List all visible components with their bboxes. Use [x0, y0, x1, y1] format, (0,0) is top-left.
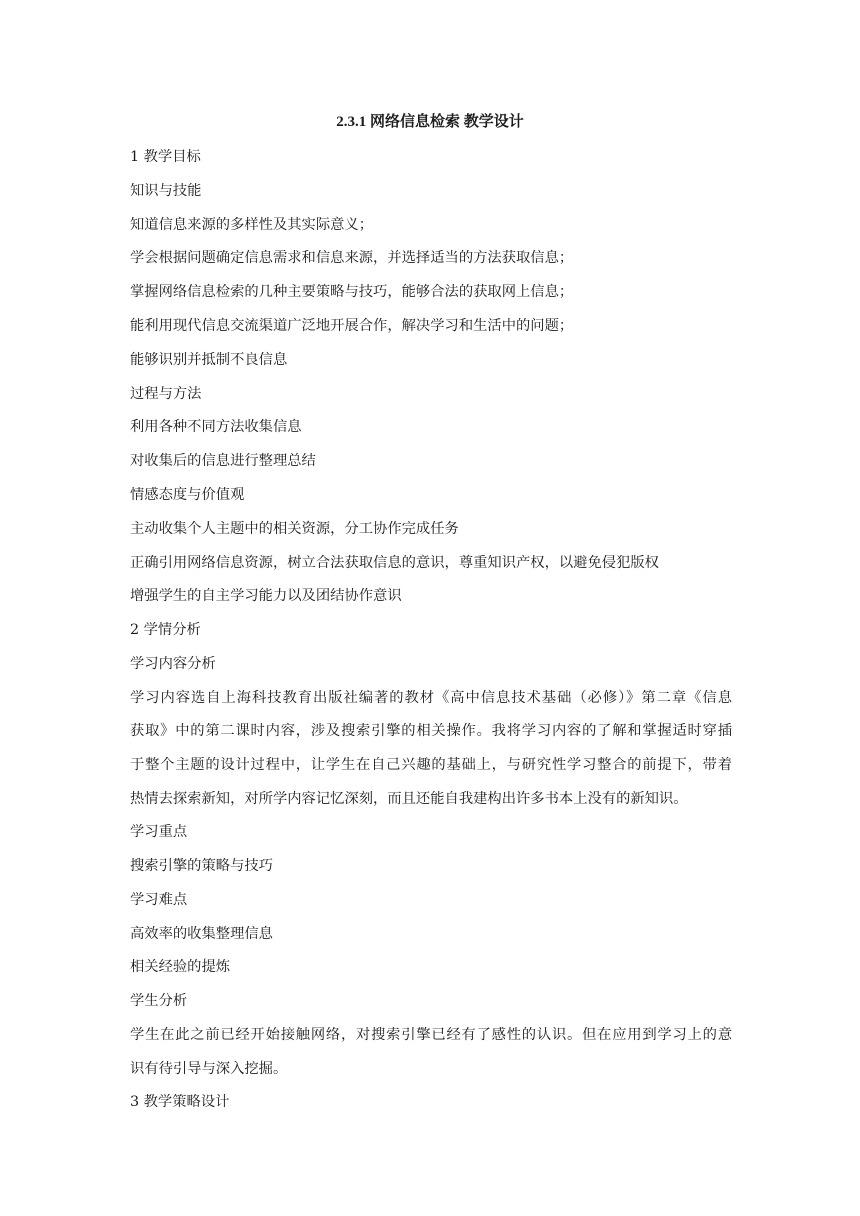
text-line: 利用各种不同方法收集信息	[130, 419, 302, 436]
text-line: 能利用现代信息交流渠道广泛地开展合作，解决学习和生活中的问题；	[130, 317, 574, 334]
text-line: 增强学生的自主学习能力以及团结协作意识	[130, 588, 402, 605]
subheading-process-methods: 过程与方法	[130, 385, 202, 402]
subheading-difficulties: 学习难点	[130, 891, 188, 908]
document-body	[130, 144, 732, 1123]
document-title: 2.3.1 网络信息检索 教学设计	[336, 114, 524, 130]
text-line: 对收集后的信息进行整理总结	[130, 453, 316, 470]
paragraph-line: 识有待引导与深入挖掘。	[130, 1060, 288, 1077]
paragraph-line: 于整个主题的设计过程中，让学生在自己兴趣的基础上，与研究性学习整合的前提下，带着	[130, 756, 732, 773]
subheading-knowledge-skills: 知识与技能	[130, 182, 202, 199]
text-line: 能够识别并抵制不良信息	[130, 351, 288, 368]
section-heading-teaching-goals: 1 教学目标	[130, 149, 201, 165]
text-line: 高效率的收集整理信息	[130, 925, 273, 942]
text-line: 搜索引擎的策略与技巧	[130, 857, 273, 874]
text-line: 掌握网络信息检索的几种主要策略与技巧，能够合法的获取网上信息；	[130, 284, 574, 301]
subheading-attitudes-values: 情感态度与价值观	[130, 486, 245, 503]
subheading-content-analysis: 学习内容分析	[130, 655, 216, 672]
subheading-student-analysis: 学生分析	[130, 993, 188, 1010]
subheading-key-points: 学习重点	[130, 824, 188, 841]
text-line: 知道信息来源的多样性及其实际意义；	[130, 216, 374, 233]
section-heading-learner-analysis: 2 学情分析	[130, 622, 201, 639]
text-line: 学会根据问题确定信息需求和信息来源，并选择适当的方法获取信息；	[130, 250, 574, 267]
text-line: 主动收集个人主题中的相关资源，分工协作完成任务	[130, 520, 459, 537]
paragraph-line: 热情去探索新知，对所学内容记忆深刻，而且还能自我建构出许多书本上没有的新知识。	[130, 790, 688, 807]
section-heading-strategy-design: 3 教学策略设计	[130, 1094, 230, 1111]
paragraph-line: 学习内容选自上海科技教育出版社编著的教材《高中信息技术基础（必修）》第二章《信息	[130, 689, 732, 706]
text-line: 相关经验的提炼	[130, 959, 231, 976]
paragraph-line: 获取》中的第二课时内容，涉及搜索引擎的相关操作。我将学习内容的了解和掌握适时穿插	[130, 723, 732, 740]
paragraph-line: 学生在此之前已经开始接触网络，对搜索引擎已经有了感性的认识。但在应用到学习上的意	[130, 1026, 732, 1043]
text-line: 正确引用网络信息资源，树立合法获取信息的意识，尊重知识产权，以避免侵犯版权	[130, 554, 659, 571]
